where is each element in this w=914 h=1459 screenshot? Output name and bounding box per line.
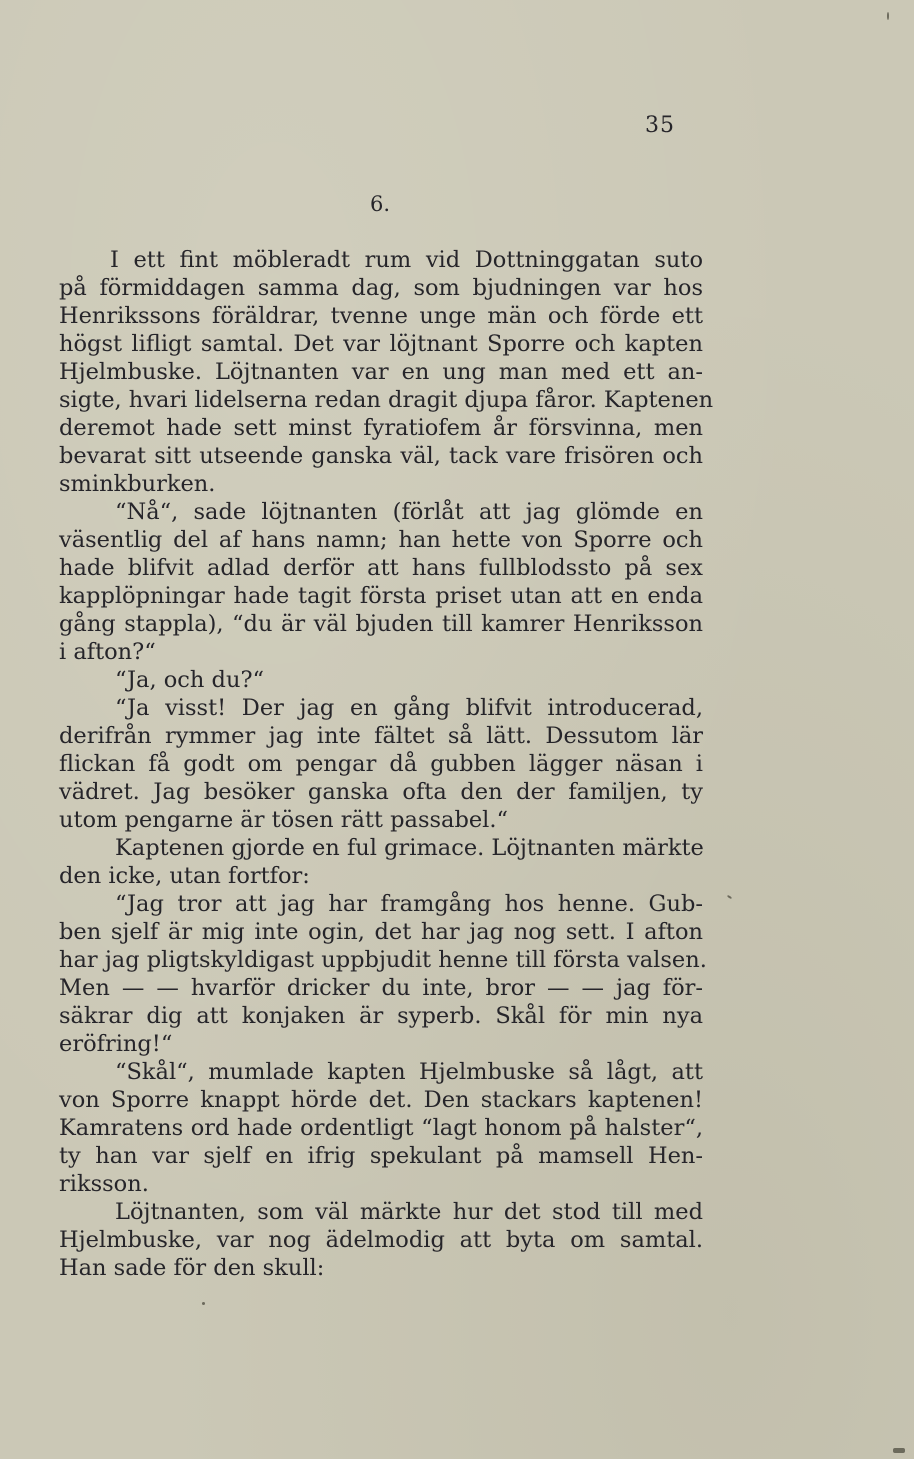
text-line: har jag pligtskyldigast uppbjudit henne till första valsen. <box>59 947 707 973</box>
text-line: gång stappla), “du är väl bjuden till kamrer Henriksson <box>59 611 703 637</box>
text-line: Hjelmbuske. Löjtnanten var en ung man med ett an- <box>59 359 703 385</box>
text-line: hade blifvit adlad derför att hans fullblodssto på sex <box>59 555 703 581</box>
text-line: von Sporre knappt hörde det. Den stackars kaptenen! <box>59 1087 703 1113</box>
text-line: ben sjelf är mig inte ogin, det har jag nog sett. I afton <box>59 919 703 945</box>
text-line: säkrar dig att konjaken är syperb. Skål för min nya <box>59 1003 703 1029</box>
text-line: derifrån rymmer jag inte fältet så lätt. Dessutom lär <box>59 723 703 749</box>
text-line: sminkburken. <box>59 471 216 497</box>
text-line: den icke, utan fortfor: <box>59 863 310 889</box>
text-line: “Jag tror att jag har framgång hos henne. Gub- <box>115 891 703 917</box>
text-line: högst lifligt samtal. Det var löjtnant Sporre och kapten <box>59 331 703 357</box>
text-line: sigte, hvari lidelserna redan dragit djupa fåror. Kaptenen <box>59 387 714 413</box>
text-line: utom pengarne är tösen rätt passabel.“ <box>59 807 509 833</box>
text-line: Henrikssons föräldrar, tvenne unge män och förde ett <box>59 303 703 329</box>
paper-speck <box>887 12 889 20</box>
text-line: Han sade för den skull: <box>59 1255 325 1281</box>
text-line: Löjtnanten, som väl märkte hur det stod till med <box>115 1199 703 1225</box>
text-line: flickan få godt om pengar då gubben lägger näsan i <box>59 751 703 777</box>
paper-speck <box>727 895 732 900</box>
paper-speck <box>893 1448 905 1453</box>
text-line: deremot hade sett minst fyratiofem år försvinna, men <box>59 415 703 441</box>
text-line: Kamratens ord hade ordentligt “lagt honom på halster“, <box>59 1115 703 1141</box>
text-line: “Nå“, sade löjtnanten (förlåt att jag glömde en <box>115 499 703 525</box>
text-line: “Ja visst! Der jag en gång blifvit introducerad, <box>115 695 703 721</box>
text-line: väsentlig del af hans namn; han hette von Sporre och <box>59 527 703 553</box>
text-line: “Skål“, mumlade kapten Hjelmbuske så lågt, att <box>115 1059 703 1085</box>
text-line: Kaptenen gjorde en ful grimace. Löjtnanten märkte <box>115 835 704 861</box>
text-line: eröfring!“ <box>59 1031 173 1057</box>
text-line: “Ja, och du?“ <box>115 667 265 693</box>
text-line: i afton?“ <box>59 639 156 665</box>
text-line: på förmiddagen samma dag, som bjudningen var hos <box>59 275 703 301</box>
text-line: vädret. Jag besöker ganska ofta den der familjen, ty <box>59 779 703 805</box>
chapter-heading: 6. <box>370 192 391 216</box>
text-line: Hjelmbuske, var nog ädelmodig att byta om samtal. <box>59 1227 703 1253</box>
text-line: bevarat sitt utseende ganska väl, tack vare frisören och <box>59 443 703 469</box>
text-line: I ett fint möbleradt rum vid Dottninggatan suto <box>110 247 703 273</box>
paper-speck <box>202 1302 205 1305</box>
text-line: ty han var sjelf en ifrig spekulant på mamsell Hen- <box>59 1143 703 1169</box>
text-line: Men — — hvarför dricker du inte, bror — — jag för- <box>59 975 703 1001</box>
text-line: riksson. <box>59 1171 149 1197</box>
text-line: kapplöpningar hade tagit första priset utan att en enda <box>59 583 703 609</box>
page-number: 35 <box>645 113 675 138</box>
